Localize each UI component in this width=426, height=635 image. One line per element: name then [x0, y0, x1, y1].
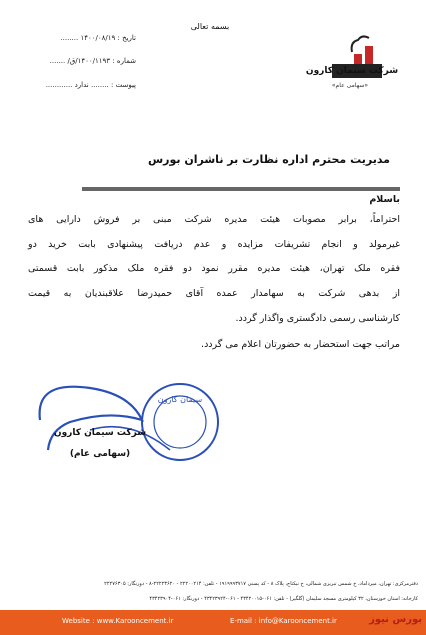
company-seal: [30, 360, 220, 490]
closing-line: مراتب جهت استحضار به حضورتان اعلام می گردد.: [201, 339, 400, 350]
letter-attachment: پیوست : ........ ندارد ............: [45, 81, 136, 89]
attachment-value: ندارد: [74, 81, 89, 89]
number-label: شماره :: [112, 57, 136, 65]
email-link[interactable]: E-mail : info@Karooncement.ir: [230, 617, 337, 625]
seal-text: سیمان کارون: [157, 395, 203, 404]
number-dots: .......: [49, 57, 66, 65]
logo-company-name: شرکت سیمان کارون: [305, 66, 399, 76]
website-link[interactable]: Website : www.Karooncement.ir: [62, 617, 174, 625]
company-logo: [292, 30, 412, 100]
body-line-4: از بدهی شرکت به سهامدار عمده آقای حمیدرضا علاقبندیان به قیمت: [28, 288, 400, 299]
bismillah-heading: بسمه تعالی: [190, 22, 230, 31]
date-label: تاریخ :: [117, 34, 136, 42]
attachment-dots: ........: [90, 81, 109, 89]
signature-company: شرکت سیمان کارون: [53, 428, 147, 438]
factory-address: کارخانه: استان خوزستان، ۳۲ کیلومتری مسجد سلیمان (گلگیر) - تلفن: ۰۶۱-۴۳۴۲۰۰۱۵ - ۰۶۱-۴۳۴۲۳۹۲۴ - دورنگار: ۰۶۱-۴۳۴۲۳۹۰۴: [149, 596, 418, 602]
salutation: باسلام: [369, 194, 400, 205]
date-value: ۱۴۰۰/۰۸/۱۹: [80, 34, 116, 42]
body-line-1: احتراماً، برابر مصوبات هیئت مدیره شرکت مبنی بر فروش دارایی های: [28, 214, 400, 225]
signature-company-type: (سهامی عام): [69, 449, 131, 459]
recipient-heading: مدیریت محترم اداره نظارت بر ناشران بورس: [148, 153, 390, 166]
letter-date: [18, 34, 136, 42]
number-value: ۱۴۰۰/۱۱۹۳/ق/: [67, 57, 111, 65]
boursnews-watermark: بورس نیوز: [369, 614, 422, 625]
body-line-2: غیرمولد و انجام تشریفات مزایده و عدم دریافت پیشنهادی بابت خرید دو: [28, 239, 400, 250]
body-line-3: فقره ملک تهران، هیئت مدیره مقرر نمود دو فقره ملک مذکور بابت قسمتی: [28, 263, 400, 274]
attachment-label: پیوست :: [111, 81, 136, 89]
body-line-5: کارشناسی رسمی دادگستری واگذار گردد.: [235, 313, 400, 324]
letter-number: [18, 57, 136, 65]
date-dots: ........: [60, 34, 79, 42]
signature-stroke: [40, 387, 142, 450]
heading-divider: [82, 187, 400, 191]
office-address: دفترمرکزی: تهران، میرداماد، خ شمس تبریزی شمالی، خ نیکتاج، پلاک ۸ - کد پستی ۱۹۱۹۹۹۳۷۱۷ - تلفن: ۲۲۲۰۰۲۱۴ - ۲۲۲۲۳۶۲۰-۸ - دورنگار: ۲۲۲۷۶۳۰۵: [104, 581, 418, 587]
logo-company-type: «سهامی عام»: [331, 82, 369, 89]
